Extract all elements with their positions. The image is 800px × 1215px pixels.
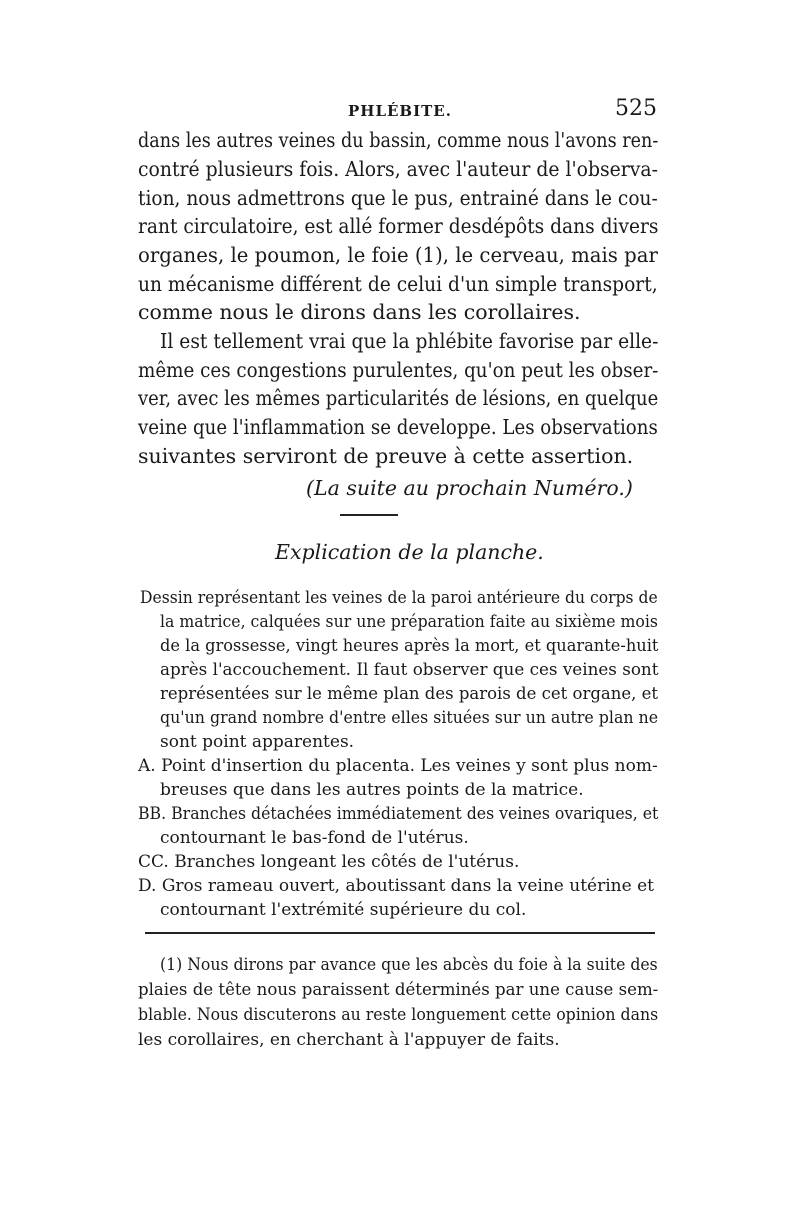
caption-line: Dessin représentant les veines de la paroi antérieure du corps de xyxy=(140,588,658,608)
body-line: même ces congestions purulentes, qu'on peut les obser- xyxy=(138,358,659,382)
footnote-line: les corollaires, en cherchant à l'appuyer de faits. xyxy=(138,1030,560,1050)
page-number: 525 xyxy=(615,96,657,121)
caption-line: sont point apparentes. xyxy=(160,732,355,752)
caption-line: breuses que dans les autres points de la matrice. xyxy=(160,780,584,800)
caption-line: A. Point d'insertion du placenta. Les veines y sont plus nom- xyxy=(138,756,658,776)
footnote-line: blable. Nous discuterons au reste longuement cette opinion dans xyxy=(138,1005,659,1025)
body-line: suivantes serviront de preuve à cette assertion. xyxy=(138,444,634,468)
caption-line: représentées sur le même plan des parois de cet organe, et xyxy=(160,684,659,704)
section-divider xyxy=(340,514,398,516)
body-line: rant circulatoire, est allé former desdépôts dans divers xyxy=(138,214,659,238)
caption-line: contournant l'extrémité supérieure du col. xyxy=(160,900,527,920)
caption-line: la matrice, calquées sur une préparation faite au sixième mois xyxy=(160,612,658,632)
body-line: comme nous le dirons dans les corollaires. xyxy=(138,300,581,324)
caption-title: Explication de la planche. xyxy=(275,540,544,564)
body-line: Il est tellement vrai que la phlébite favorise par elle- xyxy=(160,329,659,353)
body-line: contré plusieurs fois. Alors, avec l'auteur de l'observa- xyxy=(138,157,658,181)
footnote-line: plaies de tête nous paraissent déterminés par une cause sem- xyxy=(138,980,659,1000)
caption-line: CC. Branches longeant les côtés de l'utérus. xyxy=(138,852,520,872)
caption-line: BB. Branches détachées immédiatement des veines ovariques, et xyxy=(138,804,659,824)
continuation-note: (La suite au prochain Numéro.) xyxy=(306,476,633,500)
footnote-line: (1) Nous dirons par avance que les abcès du foie à la suite des xyxy=(160,955,658,975)
caption-line: de la grossesse, vingt heures après la mort, et quarante-huit xyxy=(160,636,659,656)
caption-line: D. Gros rameau ouvert, aboutissant dans la veine utérine et xyxy=(138,876,654,896)
caption-line: qu'un grand nombre d'entre elles situées sur un autre plan ne xyxy=(160,708,659,728)
body-line: tion, nous admettrons que le pus, entrainé dans le cou- xyxy=(138,186,658,210)
body-line: organes, le poumon, le foie (1), le cerveau, mais par xyxy=(138,243,658,267)
body-line: ver, avec les mêmes particularités de lésions, en quelque xyxy=(138,386,659,410)
body-line: un mécanisme différent de celui d'un simple transport, xyxy=(138,272,658,296)
caption-line: contournant le bas-fond de l'utérus. xyxy=(160,828,469,848)
body-line: dans les autres veines du bassin, comme nous l'avons ren- xyxy=(138,128,659,152)
running-head: PHLÉBITE. xyxy=(348,102,452,120)
footnote-rule xyxy=(145,932,655,934)
body-line: veine que l'inflammation se developpe. Les observations xyxy=(138,415,658,439)
caption-line: après l'accouchement. Il faut observer que ces veines sont xyxy=(160,660,659,680)
